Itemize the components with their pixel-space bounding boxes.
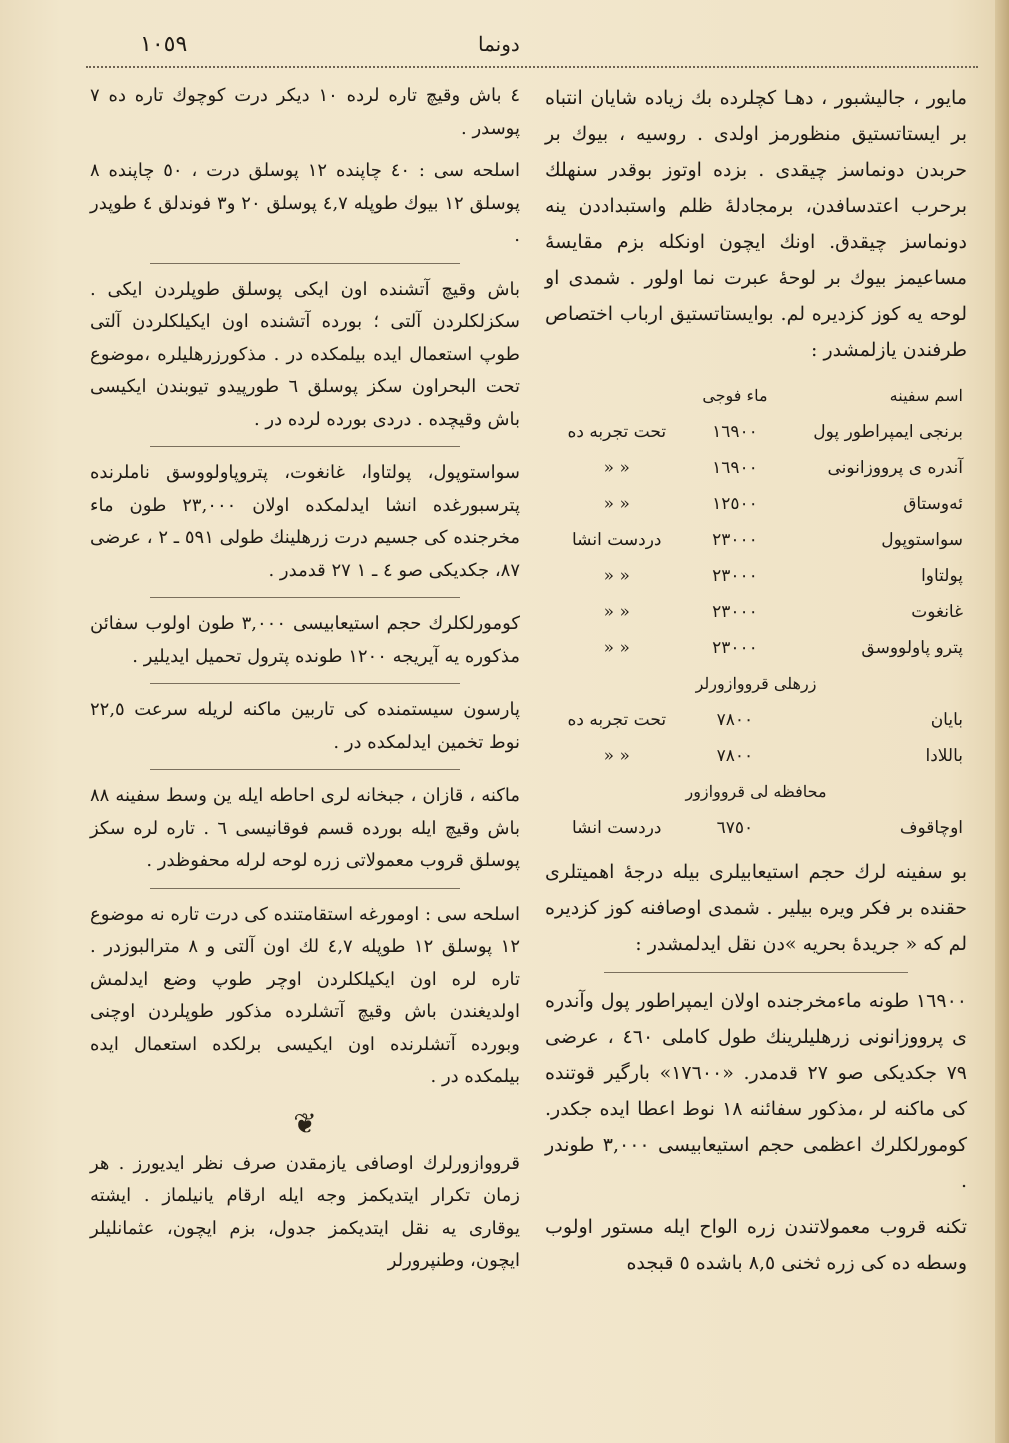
ship-tonnage: ٧٨٠٠: [716, 710, 754, 730]
divider: [150, 446, 460, 447]
table-header-row: [545, 378, 967, 414]
ship-name: پولتاوا: [921, 566, 963, 586]
table-row: [545, 522, 967, 558]
table-group-row: [545, 666, 967, 702]
header-rule: [86, 66, 978, 68]
body-paragraph: اسلحه سى : اومورغه استقامتنده كى درت تاره نه موضوع ١٢ پوسلق ١٢ طوپله ٤,٧ لك اون آلتى و ٨ مترالبوزدر . تاره لره اون ايكيلكلردن اوچر طوپ وضع ايدلمش اولديغندن باش وقيچ آتشلرده مذكور طوپلردن اوچنى وبورده آتشلرنده اون ايكيسى برلكده استعمال ايده بيلمكده در .: [90, 903, 521, 1087]
ship-tonnage: ٧٨٠٠: [716, 746, 754, 766]
ship-name: سواستوپول: [881, 530, 963, 550]
ship-tonnage: ٦٧٥٠: [716, 818, 754, 838]
body-paragraph: ماكنه ، قازان ، جبخانه لرى احاطه ايله ين وسط سفينه ٨٨ باش وقيچ ايله بورده قسم فوقانيسى ٦ . تاره لره سكز پوسلق قروب معمولاتى زره لوحه لرله محفوظدر .: [90, 785, 520, 871]
divider: [150, 263, 460, 264]
ship-tonnage: ١٢٥٠٠: [712, 494, 758, 514]
ship-status: « «: [603, 458, 630, 478]
column-header-name: اسم سفينه: [889, 386, 963, 405]
divider: [150, 888, 460, 889]
ship-status: « «: [603, 602, 630, 622]
ship-status: تحت تجربه ده: [567, 422, 667, 442]
body-paragraph: ٤ باش وقيچ تاره لرده ١٠ ديكر درت كوچوك تاره ده ٧ پوسدر .: [90, 85, 521, 139]
ship-tonnage: ٢٣٠٠٠: [712, 638, 758, 658]
divider: [150, 597, 460, 598]
ship-tonnage: ١٦٩٠٠: [712, 458, 758, 478]
table-row: [545, 738, 967, 774]
divider: [604, 972, 908, 973]
ship-status: « «: [603, 566, 630, 586]
ship-name: ئەوستاق: [903, 494, 963, 514]
table-row: [545, 630, 967, 666]
body-paragraph: پارسون سيستمنده كى تاربين ماكنه لريله سرعت ٢٢,٥ نوط تخمين ايدلمكده در .: [90, 699, 520, 753]
ship-name: بايان: [930, 710, 963, 730]
fleuron-ornament-icon: ❦: [293, 1106, 317, 1140]
ship-name: اوچاقوف: [899, 818, 963, 838]
body-paragraph: اسلحه سى : ٤٠ چاپنده ١٢ پوسلق درت ، ٥٠ چاپنده ٨ پوسلق ١٢ بيوك طوپله ٤,٧ پوسلق ٢٠ و٣ فوندلق ٤ طوپدر .: [90, 160, 520, 246]
body-paragraph: باش وقيچ آتشنده اون ايكى پوسلق طوپلردن ايكى . سكزلكلردن آلتى ؛ بورده آتشنده اون ايكيلكلردن آلتى طوپ استعمال ايده بيلمكده در . مذكورزرهليلره ،موضوع تحت البحراون سكز پوسلق ٦ طورپيدو تيوبندن ايكيسى باش وقيچده . دردى بورده لرده در .: [90, 278, 521, 430]
running-title: دونما: [478, 32, 520, 56]
ship-status: « «: [603, 494, 630, 514]
group-heading-protected-cruisers: محافظه لى قرووازور: [685, 782, 827, 801]
body-paragraph: سواستوپول، پولتاوا، غانغوت، پتروپاولووسق ناملرنده پترسبورغده انشا ايدلمكده اولان ٢٣,٠٠٠ طون ماء مخرجنده كى جسيم درت زرهلينك طولى ٥٩١ ـ ٢ ، عرضى ٨٧، جكديكى صو ٤ ـ ١ ٢٧ قدمدر .: [90, 462, 521, 581]
right-column: [545, 80, 967, 1291]
specs-paragraph: ١٦٩٠٠ طونه ماءمخرجنده اولان ايمپراطور پول وآندره ى پرووزانونى زرهلیلرینك طول كاملى ٤٦٠ ، عرضى ٧٩ جكديكى صو ٢٧ قدمدر. «١٧٦٠٠» بارگير قوتنده كى ماكنه لر ،مذكور سفائنه ١٨ نوط اعطا ايده جكدر. كومورلكلرك اعظمى حجم استيعابيسى ٣,٠٠٠ طوندر .: [545, 990, 967, 1192]
ship-status: « «: [603, 746, 630, 766]
ship-status: دردست انشا: [572, 818, 662, 838]
page-header: [0, 30, 1009, 60]
ship-tonnage: ١٦٩٠٠: [712, 422, 758, 442]
table-row: [545, 450, 967, 486]
ship-status: دردست انشا: [572, 530, 662, 550]
group-heading-armored-cruisers: زرهلى قرووازورلر: [695, 674, 817, 693]
ship-tonnage: ٢٣٠٠٠: [712, 602, 758, 622]
column-header-note: [545, 378, 689, 414]
table-row: [545, 558, 967, 594]
divider: [150, 769, 460, 770]
table-row: [545, 702, 967, 738]
table-row: [545, 810, 967, 846]
table-row: [545, 594, 967, 630]
intro-paragraph: مايور ، جاليشبور ، دهـا كچلرده بك زياده شايان انتباه بر ايستاتستيق منظورمز اولدى . روسيه ، بيوك بر حربدن دونماسز چيقدى . بزده اوتوز بوقدر سنهلك برحرب اعتدسافدن، برمجادلهٔ ظلم واستبداددن ينه دونماسز چيقدق. اونك ايچون اونكله بزم مقايسهٔ مساعيمز بيوك بر لوحهٔ عبرت نما اولور . شمدى او لوحه يه كوز كزديره لم. بوايستاتستيق ارباب اختصاص طرفندن يازلمشدر :: [545, 87, 967, 361]
ship-name: آندره ى پرووزانونى: [827, 458, 963, 478]
body-paragraph: قرووازورلرك اوصافى يازمقدن صرف نظر ايديورز . هر زمان تكرار ايتديكمز وجه ايله ارقام يانيلماز . ايشته يوقارى يه نقل ايتديكمز جدول، بزم ايچون، عثمانليلر ايچون، وطنپرورلر: [90, 1152, 520, 1271]
divider: [150, 683, 460, 684]
body-paragraph: كومورلكلرك حجم استيعابيسى ٣,٠٠٠ طون اولوب سفائن مذكوره يه آيريجه ١٢٠٠ طونده پترول تحميل ايديلير .: [90, 613, 520, 667]
column-header-tonnage: ماء فوجى: [702, 386, 768, 405]
left-column: [90, 80, 520, 1288]
table-row: [545, 486, 967, 522]
page-edge: [995, 0, 1009, 1443]
ship-tonnage: ٢٣٠٠٠: [712, 566, 758, 586]
ship-name: باللادا: [925, 746, 963, 766]
ship-name: پترو پاولووسق: [861, 638, 963, 658]
table-row: [545, 414, 967, 450]
table-group-row: [545, 774, 967, 810]
ship-tonnage: ٢٣٠٠٠: [712, 530, 758, 550]
page-number: ١٠٥٩: [140, 32, 188, 57]
ship-status: « «: [603, 638, 630, 658]
after-table-paragraph: بو سفينه لرك حجم استيعابيلرى بيله درجهٔ اهميتلرى حقنده بر فكر ويره بيلير . شمدى اوصافنه كوز كزديره لم كه « جريدهٔ بحريه »دن نقل ايدلمشدر :: [545, 861, 967, 955]
ship-name: غانغوت: [911, 602, 963, 622]
ship-name: برنجى ايمپراطور پول: [813, 422, 963, 442]
ship-status: تحت تجربه ده: [567, 710, 667, 730]
specs-paragraph-continued: تكنه قروب معمولاتندن زره الواح ايله مستور اولوب وسطه ده كى زره ثخنى ٨,٥ باشده ٥ قبجده: [545, 1216, 967, 1274]
ships-table: [545, 378, 967, 846]
